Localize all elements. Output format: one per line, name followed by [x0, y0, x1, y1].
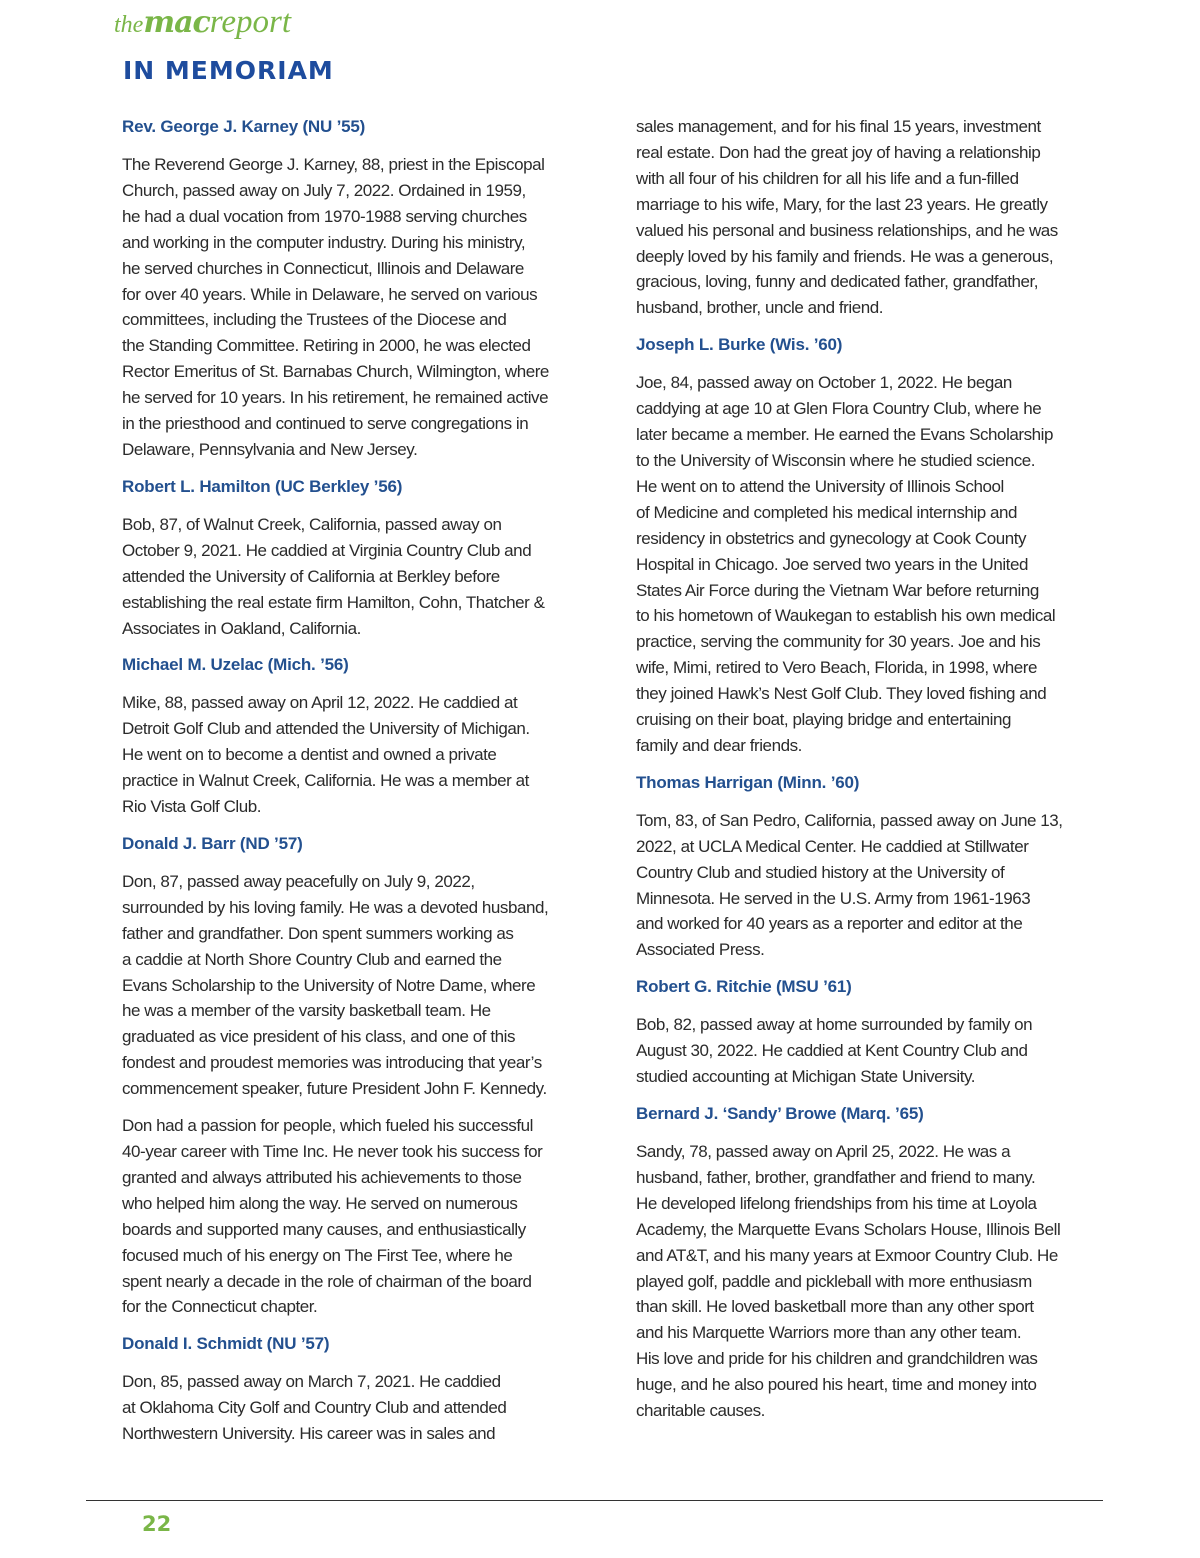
obituary-paragraph	[122, 1369, 562, 1447]
text-line: in the priesthood and continued to serve congregations in	[122, 414, 529, 434]
text-line: He went on to become a dentist and owned a private	[122, 745, 497, 765]
text-line: and AT&T, and his many years at Exmoor Country Club. He	[636, 1245, 1058, 1265]
obituary-paragraph	[122, 152, 562, 463]
text-line: committees, including the Trustees of the Diocese and	[122, 310, 507, 330]
text-line: Joe, 84, passed away on October 1, 2022. He began	[636, 373, 1012, 393]
obituary-paragraph	[122, 690, 562, 820]
text-line: 40-year career with Time Inc. He never took his success for	[122, 1142, 543, 1161]
text-line: Mike, 88, passed away on April 12, 2022. He caddied at	[122, 693, 518, 713]
text-line: with all four of his children for all his life and a fun-filled	[636, 168, 1019, 188]
text-line: to the University of Wisconsin where he studied science.	[636, 450, 1036, 470]
obituary-name: Thomas Harrigan (Minn. ’60)	[636, 772, 860, 792]
text-line: Rector Emeritus of St. Barnabas Church, Wilmington, where	[122, 362, 549, 382]
text-line: His love and pride for his children and grandchildren was	[636, 1349, 1038, 1369]
text-line: played golf, paddle and pickleball with more enthusiasm	[636, 1271, 1032, 1291]
text-line: husband, brother, uncle and friend.	[636, 298, 883, 318]
text-line: later became a member. He earned the Evans Scholarship	[636, 425, 1053, 445]
text-line: gracious, loving, funny and dedicated father, grandfather,	[636, 272, 1039, 292]
text-line: who helped him along the way. He served on numerous	[122, 1193, 518, 1213]
text-line: attended the University of California at Berkley before	[122, 566, 500, 586]
obituary-paragraph	[636, 1139, 1076, 1424]
text-line: spent nearly a decade in the role of chairman of the board	[122, 1271, 532, 1291]
text-line: graduated as vice president of his class, and one of this	[122, 1027, 515, 1047]
text-line: He went on to attend the University of Illinois School	[636, 476, 1004, 496]
obituary-paragraph	[636, 114, 1076, 321]
text-line: caddying at age 10 at Glen Flora Country Club, where he	[636, 399, 1042, 419]
text-line: He developed lifelong friendships from his time at Loyola	[636, 1193, 1037, 1213]
text-line: Delaware, Pennsylvania and New Jersey.	[122, 439, 418, 459]
text-line: Minnesota. He served in the U.S. Army from 1961-1963	[636, 888, 1031, 908]
obituary-paragraph	[122, 869, 562, 1102]
page-number: 22	[142, 1512, 172, 1536]
obituary-paragraph	[122, 512, 562, 642]
text-line: October 9, 2021. He caddied at Virginia Country Club and	[122, 540, 532, 560]
text-line: to his hometown of Waukegan to establish his own medical	[636, 606, 1056, 626]
obituary-name: Michael M. Uzelac (Mich. ’56)	[122, 655, 349, 675]
text-line: commencement speaker, future President John F. Kennedy.	[122, 1079, 547, 1099]
text-line: States Air Force during the Vietnam War before returning	[636, 580, 1039, 600]
text-line: fondest and proudest memories was introducing that year’s	[122, 1053, 542, 1073]
text-line: he served churches in Connecticut, Illinois and Delaware	[122, 258, 524, 278]
obituary-name: Donald I. Schmidt (NU ’57)	[122, 1334, 330, 1354]
text-line: Rio Vista Golf Club.	[122, 797, 262, 817]
text-line: deeply loved by his family and friends. He was a generous,	[636, 246, 1054, 266]
text-line: wife, Mimi, retired to Vero Beach, Florida, in 1998, where	[636, 658, 1037, 678]
text-line: than skill. He loved basketball more than any other sport	[636, 1297, 1034, 1317]
text-line: of Medicine and completed his medical internship and	[636, 502, 1018, 522]
text-line: Tom, 83, of San Pedro, California, passed away on June 13,	[636, 810, 1063, 830]
obituary-name: Joseph L. Burke (Wis. ’60)	[636, 335, 843, 355]
text-line: husband, father, brother, grandfather and friend to many.	[636, 1167, 1036, 1187]
text-line: practice in Walnut Creek, California. He was a member at	[122, 771, 529, 791]
text-line: Evans Scholarship to the University of Notre Dame, where	[122, 975, 536, 995]
text-line: studied accounting at Michigan State University.	[636, 1067, 976, 1087]
text-line: Associated Press.	[636, 940, 765, 960]
text-line: boards and supported many causes, and enthusiastically	[122, 1219, 526, 1239]
text-line: huge, and he also poured his heart, time and money into	[636, 1375, 1037, 1395]
footer-divider	[86, 1500, 1103, 1501]
obituary-name: Robert L. Hamilton (UC Berkley ’56)	[122, 476, 403, 496]
text-line: they joined Hawk’s Nest Golf Club. They loved fishing and	[636, 684, 1047, 704]
logo-word-report: report	[209, 4, 292, 40]
text-line: granted and always attributed his achievements to those	[122, 1167, 522, 1187]
text-line: Associates in Oakland, California.	[122, 618, 361, 638]
text-line: Bob, 87, of Walnut Creek, California, passed away on	[122, 514, 502, 534]
obituary-paragraph	[636, 370, 1076, 759]
text-line: and working in the computer industry. During his ministry,	[122, 232, 526, 252]
text-line: marriage to his wife, Mary, for the last 23 years. He greatly	[636, 194, 1048, 214]
logo-word-mac: mac	[143, 5, 210, 40]
text-line: the Standing Committee. Retiring in 2000, he was elected	[122, 336, 531, 356]
text-line: August 30, 2022. He caddied at Kent Country Club and	[636, 1041, 1028, 1061]
text-line: Northwestern University. His career was in sales and	[122, 1424, 496, 1444]
text-line: Sandy, 78, passed away on April 25, 2022. He was a	[636, 1142, 1011, 1161]
text-line: Don, 85, passed away on March 7, 2021. He caddied	[122, 1372, 501, 1392]
text-line: for the Connecticut chapter.	[122, 1297, 318, 1317]
text-line: sales management, and for his final 15 years, investment	[636, 117, 1041, 136]
text-line: cruising on their boat, playing bridge and entertaining	[636, 710, 1012, 730]
text-line: valued his personal and business relationships, and he was	[636, 220, 1058, 240]
text-line: The Reverend George J. Karney, 88, priest in the Episcopal	[122, 155, 545, 174]
text-line: Don had a passion for people, which fueled his successful	[122, 1116, 533, 1136]
text-line: real estate. Don had the great joy of having a relationship	[636, 142, 1041, 162]
text-line: Hospital in Chicago. Joe served two years in the United	[636, 554, 1028, 574]
obituary-paragraph	[122, 1113, 562, 1320]
text-line: residency in obstetrics and gynecology at Cook County	[636, 528, 1027, 548]
logo-word-the: the	[114, 12, 144, 38]
text-line: he served for 10 years. In his retirement, he remained active	[122, 388, 549, 408]
obituary-name: Donald J. Barr (ND ’57)	[122, 833, 303, 853]
right-column	[636, 114, 1076, 1435]
text-line: Church, passed away on July 7, 2022. Ordained in 1959,	[122, 180, 526, 200]
text-line: surrounded by his loving family. He was a devoted husband,	[122, 897, 549, 917]
obituary-paragraph	[636, 808, 1076, 963]
text-line: he had a dual vocation from 1970-1988 serving churches	[122, 206, 527, 226]
obituary-paragraph	[636, 1012, 1076, 1090]
text-line: and his Marquette Warriors more than any other team.	[636, 1323, 1022, 1343]
text-line: 2022, at UCLA Medical Center. He caddied at Stillwater	[636, 836, 1029, 856]
text-line: and worked for 40 years as a reporter and editor at the	[636, 914, 1023, 934]
text-line: father and grandfather. Don spent summers working as	[122, 923, 514, 943]
text-line: a caddie at North Shore Country Club and earned the	[122, 949, 502, 969]
text-line: for over 40 years. While in Delaware, he served on various	[122, 284, 538, 304]
text-line: practice, serving the community for 30 years. Joe and his	[636, 632, 1041, 652]
text-line: Bob, 82, passed away at home surrounded by family on	[636, 1015, 1033, 1035]
text-line: Don, 87, passed away peacefully on July 9, 2022,	[122, 871, 475, 891]
obituary-name: Robert G. Ritchie (MSU ’61)	[636, 977, 852, 997]
text-line: at Oklahoma City Golf and Country Club and attended	[122, 1398, 507, 1418]
text-line: Detroit Golf Club and attended the University of Michigan.	[122, 719, 530, 739]
obituary-name: Bernard J. ‘Sandy’ Browe (Marq. ’65)	[636, 1104, 924, 1123]
text-line: charitable causes.	[636, 1401, 765, 1421]
section-title: IN MEMORIAM	[123, 56, 334, 85]
obituary-name: Rev. George J. Karney (NU ’55)	[122, 117, 366, 136]
text-line: establishing the real estate firm Hamilton, Cohn, Thatcher &	[122, 592, 545, 612]
text-line: Academy, the Marquette Evans Scholars House, Illinois Bell	[636, 1219, 1061, 1239]
text-line: he was a member of the varsity basketball team. He	[122, 1001, 491, 1021]
text-line: family and dear friends.	[636, 735, 802, 755]
text-line: Country Club and studied history at the University of	[636, 862, 1005, 882]
text-line: focused much of his energy on The First Tee, where he	[122, 1245, 513, 1265]
left-column	[122, 114, 562, 1458]
magazine-logo	[114, 4, 291, 48]
